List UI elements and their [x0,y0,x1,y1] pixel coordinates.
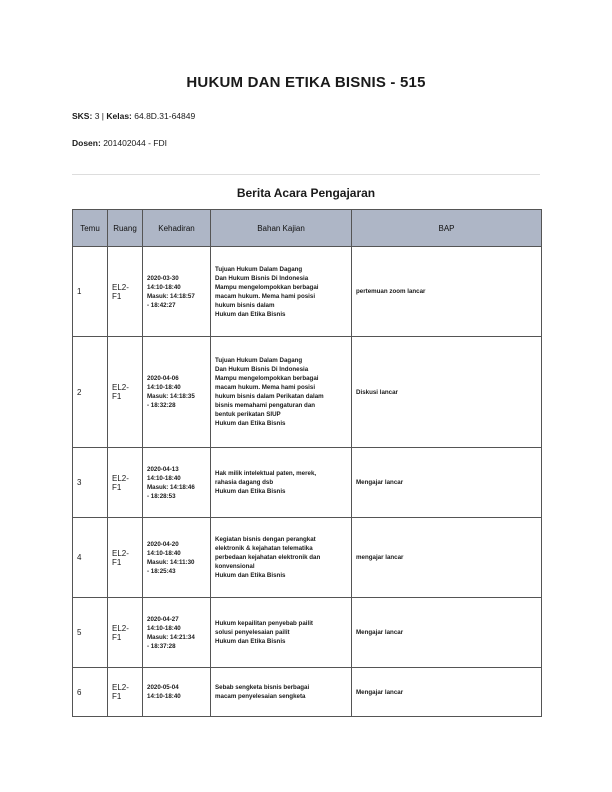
dosen-label: Dosen: [72,138,101,148]
kehadiran-line: Masuk: 14:18:46 [147,483,195,491]
sks-label: SKS: [72,111,93,121]
cell-ruang: EL2-F1 [108,337,143,448]
header-ruang: Ruang [108,210,143,247]
table-row [73,668,542,717]
cell-bap: pertemuan zoom lancar [352,247,542,337]
bahan-line: Dan Hukum Bisnis Di Indonesia [215,274,309,282]
bahan-line: Dan Hukum Bisnis Di Indonesia [215,366,309,373]
kehadiran-line: 14:10-18:40 [147,283,181,291]
course-meta [72,111,195,121]
cell-bahan-kajian [211,668,352,717]
bahan-line: Hukum dan Etika Bisnis [215,420,286,427]
kehadiran-line: Masuk: 14:11:30 [147,558,195,566]
kehadiran-line: Masuk: 14:18:35 [147,393,195,400]
bahan-line: solusi penyelesaian pailit [215,629,290,636]
kehadiran-line: - 18:37:28 [147,642,176,650]
bahan-line: macam penyelesaian sengketa [215,693,306,700]
bahan-line: Tujuan Hukum Dalam Dagang [215,265,303,273]
kehadiran-line: 14:10-18:40 [147,624,181,632]
header-bahan-kajian: Bahan Kajian [211,210,352,247]
cell-bahan-kajian [211,448,352,518]
bahan-line: Mampu mengelompokkan berbagai [215,375,319,382]
bahan-line: Hukum dan Etika Bisnis [215,488,286,495]
table-row [73,337,542,448]
bahan-line: macam hukum. Mema hami posisi [215,292,316,300]
cell-bap: Mengajar lancar [352,448,542,518]
bahan-line: Hukum dan Etika Bisnis [215,572,286,579]
bahan-line: macam hukum. Mema hami posisi [215,384,316,391]
table-row [73,247,542,337]
course-title: HUKUM DAN ETIKA BISNIS - 515 [186,74,426,91]
bahan-line: Tujuan Hukum Dalam Dagang [215,357,303,364]
cell-ruang: EL2-F1 [108,448,143,518]
bahan-line: konvensional [215,563,255,570]
cell-ruang: EL2-F1 [108,668,143,717]
cell-kehadiran [143,337,211,448]
kehadiran-line: - 18:28:53 [147,492,176,500]
cell-temu: 4 [73,518,108,598]
table-header-row [73,210,542,247]
table-row [73,448,542,518]
table-row [73,518,542,598]
table-row [73,598,542,668]
kehadiran-line: - 18:25:43 [147,567,176,575]
dosen-value: 201402044 - FDI [103,138,167,148]
cell-bap: mengajar lancar [352,518,542,598]
kehadiran-line: 2020-04-06 [147,375,179,382]
kehadiran-line: 2020-03-30 [147,274,179,282]
kehadiran-line: - 18:32:28 [147,402,176,409]
bahan-line: Mampu mengelompokkan berbagai [215,283,319,291]
cell-kehadiran [143,598,211,668]
kehadiran-line: 14:10-18:40 [147,474,181,482]
bap-table [72,209,542,717]
bahan-line: perbedaan kejahatan elektronik dan [215,554,321,561]
kehadiran-line: 14:10-18:40 [147,693,181,700]
bahan-line: hukum bisnis dalam Perikatan dalam [215,393,324,400]
sks-value: 3 | [94,111,104,121]
kehadiran-line: 2020-04-27 [147,615,179,623]
cell-bahan-kajian [211,337,352,448]
cell-temu: 2 [73,337,108,448]
lecturer-info [72,138,167,148]
header-kehadiran: Kehadiran [143,210,211,247]
cell-temu: 1 [73,247,108,337]
header-temu: Temu [73,210,108,247]
bahan-line: Hukum dan Etika Bisnis [215,310,286,318]
bahan-line: bisnis memahami pengaturan dan [215,402,316,409]
cell-bahan-kajian [211,518,352,598]
cell-bahan-kajian [211,247,352,337]
cell-temu: 5 [73,598,108,668]
kehadiran-line: 14:10-18:40 [147,384,181,391]
cell-temu: 3 [73,448,108,518]
kehadiran-line: 2020-04-13 [147,465,179,473]
cell-bap: Diskusi lancar [352,337,542,448]
cell-ruang: EL2-F1 [108,247,143,337]
kehadiran-line: 2020-05-04 [147,684,179,691]
cell-temu: 6 [73,668,108,717]
section-title: Berita Acara Pengajaran [236,186,376,200]
kehadiran-line: Masuk: 14:21:34 [147,633,195,641]
bahan-line: elektronik & kejahatan telematika [215,545,313,552]
kelas-label: Kelas: [106,111,132,121]
kehadiran-line: 14:10-18:40 [147,549,181,557]
cell-bap: Mengajar lancar [352,668,542,717]
divider [72,174,540,175]
bahan-line: rahasia dagang dsb [215,479,274,486]
kelas-value: 64.8D.31-64849 [134,111,196,121]
cell-bahan-kajian [211,598,352,668]
bahan-line: bentuk perikatan SIUP [215,411,281,418]
header-bap: BAP [352,210,542,247]
kehadiran-line: 2020-04-20 [147,540,179,548]
cell-bap: Mengajar lancar [352,598,542,668]
bahan-line: hukum bisnis dalam [215,301,275,309]
kehadiran-line: Masuk: 14:18:57 [147,292,195,300]
kehadiran-line: - 18:42:27 [147,301,176,309]
cell-ruang: EL2-F1 [108,598,143,668]
cell-ruang: EL2-F1 [108,518,143,598]
bahan-line: Hukum kepailitan penyebab pailit [215,620,313,627]
bahan-line: Hukum dan Etika Bisnis [215,638,286,645]
bahan-line: Kegiatan bisnis dengan perangkat [215,536,316,543]
bahan-line: Sebab sengketa bisnis berbagai [215,684,310,691]
bahan-line: Hak milik intelektual paten, merek, [215,470,317,477]
cell-kehadiran [143,668,211,717]
cell-kehadiran [143,518,211,598]
cell-kehadiran [143,247,211,337]
cell-kehadiran [143,448,211,518]
